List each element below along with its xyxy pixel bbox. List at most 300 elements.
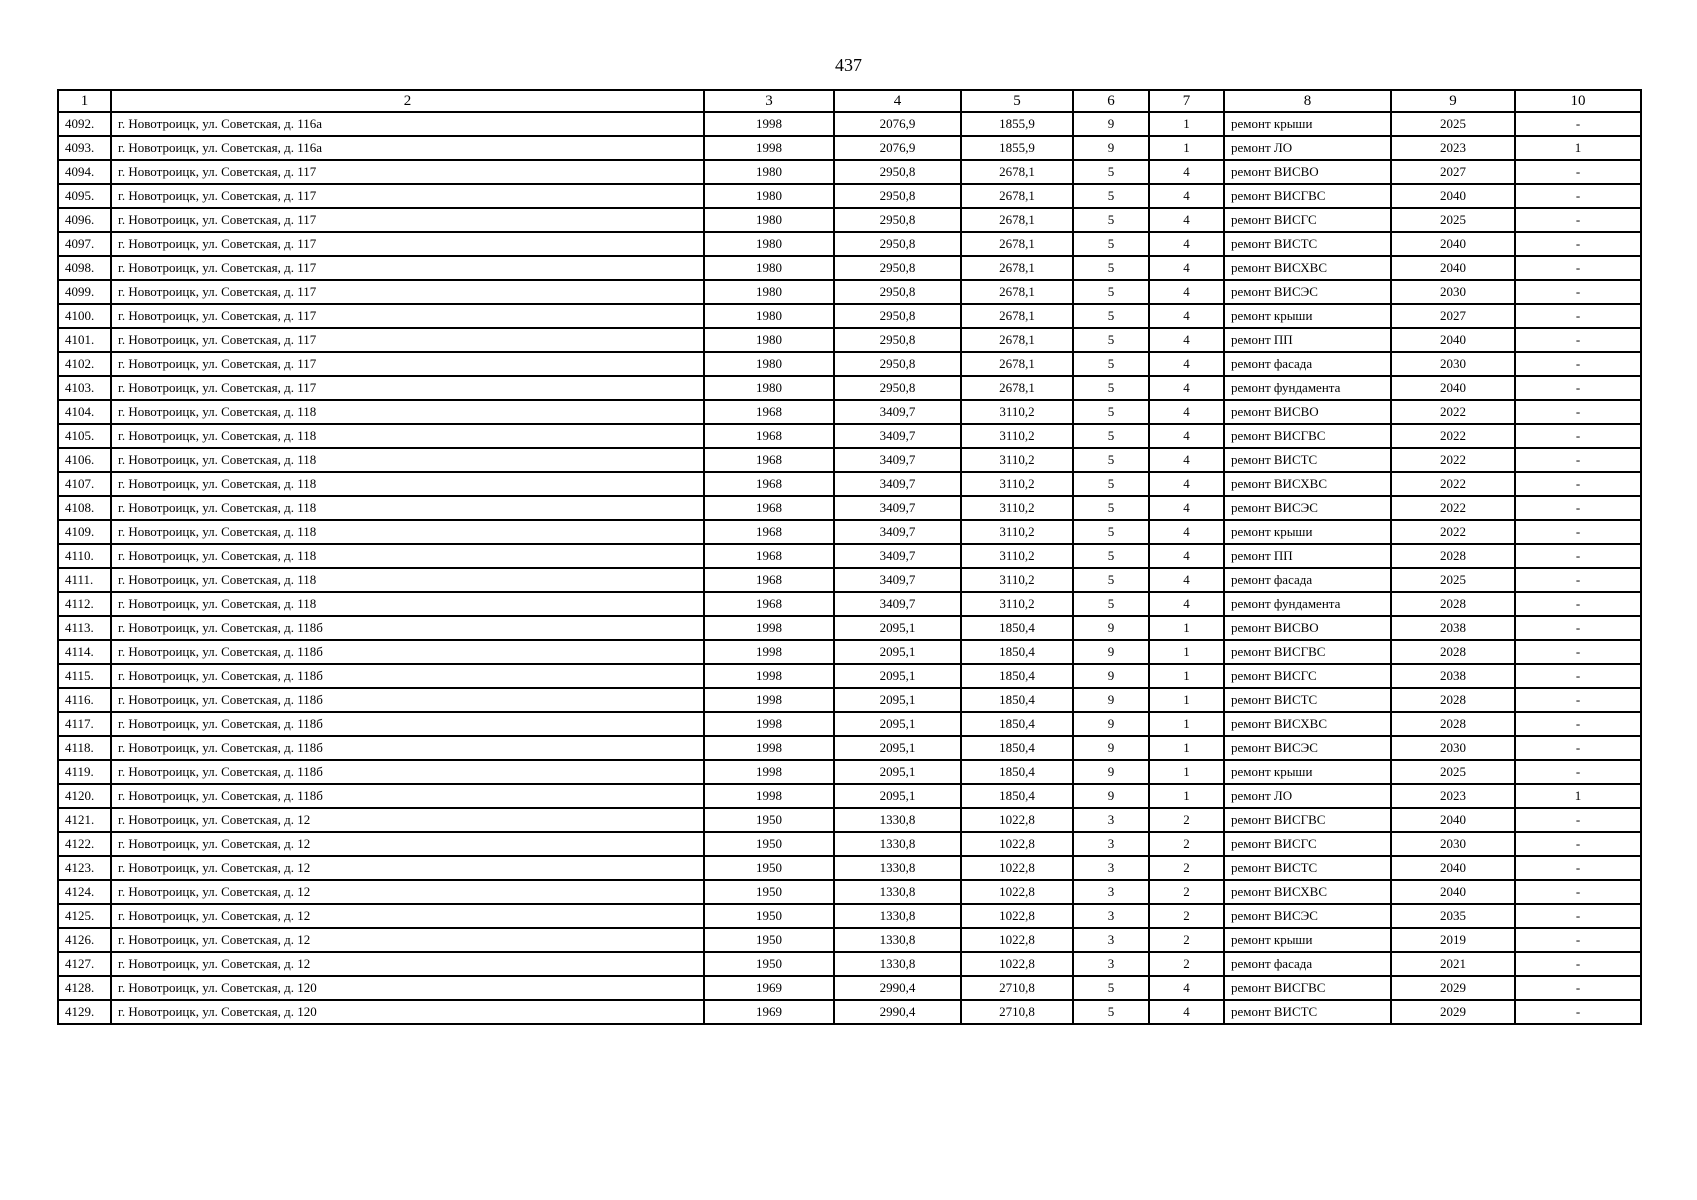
table-header-row [58,90,1641,112]
total-area-cell: 3409,7 [834,520,961,544]
entrances-cell: 4 [1149,400,1224,424]
table-row [58,928,1641,952]
year-cell: 1968 [704,568,834,592]
entrances-cell: 2 [1149,832,1224,856]
year-cell: 1968 [704,520,834,544]
column-header: 8 [1224,90,1391,112]
table-row [58,136,1641,160]
row-number-cell: 4094. [58,160,111,184]
table-row [58,712,1641,736]
work-type-cell: ремонт фасада [1224,352,1391,376]
living-area-cell: 3110,2 [961,496,1073,520]
entrances-cell: 1 [1149,712,1224,736]
address-cell: г. Новотроицк, ул. Советская, д. 118б [111,616,704,640]
work-type-cell: ремонт фасада [1224,952,1391,976]
living-area-cell: 2678,1 [961,160,1073,184]
living-area-cell: 1850,4 [961,712,1073,736]
living-area-cell: 1850,4 [961,664,1073,688]
row-number-cell: 4120. [58,784,111,808]
entrances-cell: 1 [1149,784,1224,808]
floors-cell: 3 [1073,904,1149,928]
planned-year-cell: 2023 [1391,784,1515,808]
address-cell: г. Новотроицк, ул. Советская, д. 117 [111,304,704,328]
quantity-cell: - [1515,328,1641,352]
row-number-cell: 4103. [58,376,111,400]
living-area-cell: 3110,2 [961,448,1073,472]
entrances-cell: 4 [1149,568,1224,592]
work-type-cell: ремонт крыши [1224,304,1391,328]
row-number-cell: 4093. [58,136,111,160]
total-area-cell: 3409,7 [834,472,961,496]
address-cell: г. Новотроицк, ул. Советская, д. 117 [111,256,704,280]
entrances-cell: 4 [1149,352,1224,376]
total-area-cell: 2950,8 [834,328,961,352]
row-number-cell: 4111. [58,568,111,592]
total-area-cell: 2095,1 [834,640,961,664]
year-cell: 1950 [704,808,834,832]
quantity-cell: 1 [1515,784,1641,808]
work-type-cell: ремонт ВИСГВС [1224,640,1391,664]
total-area-cell: 2950,8 [834,160,961,184]
work-type-cell: ремонт ВИСЭС [1224,496,1391,520]
living-area-cell: 1022,8 [961,904,1073,928]
total-area-cell: 3409,7 [834,448,961,472]
floors-cell: 9 [1073,712,1149,736]
entrances-cell: 1 [1149,616,1224,640]
work-type-cell: ремонт ВИСХВС [1224,712,1391,736]
total-area-cell: 3409,7 [834,568,961,592]
row-number-cell: 4114. [58,640,111,664]
entrances-cell: 1 [1149,664,1224,688]
floors-cell: 5 [1073,544,1149,568]
year-cell: 1950 [704,856,834,880]
table-row [58,904,1641,928]
living-area-cell: 1022,8 [961,928,1073,952]
quantity-cell: - [1515,448,1641,472]
year-cell: 1980 [704,280,834,304]
floors-cell: 5 [1073,184,1149,208]
quantity-cell: - [1515,880,1641,904]
work-type-cell: ремонт ЛО [1224,784,1391,808]
quantity-cell: - [1515,520,1641,544]
entrances-cell: 2 [1149,808,1224,832]
table-row [58,376,1641,400]
total-area-cell: 1330,8 [834,952,961,976]
row-number-cell: 4116. [58,688,111,712]
planned-year-cell: 2023 [1391,136,1515,160]
table-row [58,856,1641,880]
entrances-cell: 4 [1149,520,1224,544]
table-row [58,640,1641,664]
planned-year-cell: 2022 [1391,496,1515,520]
planned-year-cell: 2027 [1391,304,1515,328]
quantity-cell: - [1515,1000,1641,1024]
entrances-cell: 1 [1149,760,1224,784]
year-cell: 1980 [704,304,834,328]
entrances-cell: 2 [1149,928,1224,952]
row-number-cell: 4100. [58,304,111,328]
planned-year-cell: 2029 [1391,976,1515,1000]
year-cell: 1998 [704,760,834,784]
column-header: 10 [1515,90,1641,112]
row-number-cell: 4129. [58,1000,111,1024]
row-number-cell: 4123. [58,856,111,880]
work-type-cell: ремонт ВИСЭС [1224,280,1391,304]
address-cell: г. Новотроицк, ул. Советская, д. 116а [111,112,704,136]
table-row [58,736,1641,760]
address-cell: г. Новотроицк, ул. Советская, д. 117 [111,232,704,256]
address-cell: г. Новотроицк, ул. Советская, д. 118б [111,640,704,664]
living-area-cell: 3110,2 [961,400,1073,424]
work-type-cell: ремонт ВИСХВС [1224,880,1391,904]
work-type-cell: ремонт ВИСТС [1224,448,1391,472]
year-cell: 1998 [704,664,834,688]
living-area-cell: 2678,1 [961,184,1073,208]
quantity-cell: - [1515,664,1641,688]
address-cell: г. Новотроицк, ул. Советская, д. 118б [111,664,704,688]
table-row [58,160,1641,184]
total-area-cell: 2950,8 [834,376,961,400]
floors-cell: 9 [1073,760,1149,784]
row-number-cell: 4104. [58,400,111,424]
total-area-cell: 1330,8 [834,904,961,928]
work-type-cell: ремонт ЛО [1224,136,1391,160]
living-area-cell: 1850,4 [961,784,1073,808]
floors-cell: 9 [1073,736,1149,760]
quantity-cell: - [1515,712,1641,736]
column-header: 9 [1391,90,1515,112]
living-area-cell: 3110,2 [961,472,1073,496]
address-cell: г. Новотроицк, ул. Советская, д. 117 [111,184,704,208]
planned-year-cell: 2019 [1391,928,1515,952]
table-row [58,832,1641,856]
total-area-cell: 2076,9 [834,112,961,136]
row-number-cell: 4109. [58,520,111,544]
entrances-cell: 4 [1149,256,1224,280]
planned-year-cell: 2025 [1391,760,1515,784]
total-area-cell: 2950,8 [834,280,961,304]
quantity-cell: - [1515,592,1641,616]
register-table [57,89,1642,1025]
table-row [58,952,1641,976]
floors-cell: 5 [1073,448,1149,472]
table-row [58,568,1641,592]
planned-year-cell: 2025 [1391,112,1515,136]
quantity-cell: - [1515,256,1641,280]
row-number-cell: 4128. [58,976,111,1000]
year-cell: 1968 [704,592,834,616]
planned-year-cell: 2038 [1391,616,1515,640]
table-row [58,784,1641,808]
quantity-cell: - [1515,808,1641,832]
work-type-cell: ремонт крыши [1224,112,1391,136]
quantity-cell: - [1515,304,1641,328]
planned-year-cell: 2028 [1391,592,1515,616]
year-cell: 1968 [704,496,834,520]
living-area-cell: 3110,2 [961,568,1073,592]
address-cell: г. Новотроицк, ул. Советская, д. 118 [111,400,704,424]
living-area-cell: 1855,9 [961,136,1073,160]
quantity-cell: - [1515,832,1641,856]
address-cell: г. Новотроицк, ул. Советская, д. 12 [111,808,704,832]
floors-cell: 5 [1073,160,1149,184]
table-row [58,328,1641,352]
address-cell: г. Новотроицк, ул. Советская, д. 118б [111,712,704,736]
table-row [58,808,1641,832]
address-cell: г. Новотроицк, ул. Советская, д. 118 [111,448,704,472]
floors-cell: 3 [1073,928,1149,952]
living-area-cell: 1850,4 [961,616,1073,640]
living-area-cell: 1850,4 [961,688,1073,712]
total-area-cell: 2095,1 [834,712,961,736]
address-cell: г. Новотроицк, ул. Советская, д. 118 [111,472,704,496]
address-cell: г. Новотроицк, ул. Советская, д. 118 [111,568,704,592]
floors-cell: 5 [1073,1000,1149,1024]
address-cell: г. Новотроицк, ул. Советская, д. 117 [111,160,704,184]
address-cell: г. Новотроицк, ул. Советская, д. 117 [111,280,704,304]
planned-year-cell: 2027 [1391,160,1515,184]
work-type-cell: ремонт ВИСГС [1224,832,1391,856]
table-row [58,880,1641,904]
row-number-cell: 4102. [58,352,111,376]
entrances-cell: 4 [1149,280,1224,304]
address-cell: г. Новотроицк, ул. Советская, д. 118 [111,496,704,520]
planned-year-cell: 2030 [1391,736,1515,760]
planned-year-cell: 2022 [1391,424,1515,448]
table-row [58,304,1641,328]
living-area-cell: 2678,1 [961,376,1073,400]
entrances-cell: 4 [1149,184,1224,208]
entrances-cell: 1 [1149,112,1224,136]
floors-cell: 5 [1073,352,1149,376]
entrances-cell: 1 [1149,136,1224,160]
column-header: 7 [1149,90,1224,112]
planned-year-cell: 2022 [1391,472,1515,496]
address-cell: г. Новотроицк, ул. Советская, д. 117 [111,352,704,376]
quantity-cell: - [1515,688,1641,712]
column-header: 5 [961,90,1073,112]
entrances-cell: 4 [1149,232,1224,256]
total-area-cell: 2950,8 [834,232,961,256]
year-cell: 1998 [704,640,834,664]
address-cell: г. Новотроицк, ул. Советская, д. 118 [111,520,704,544]
living-area-cell: 1850,4 [961,640,1073,664]
entrances-cell: 4 [1149,160,1224,184]
address-cell: г. Новотроицк, ул. Советская, д. 118б [111,736,704,760]
floors-cell: 3 [1073,880,1149,904]
entrances-cell: 4 [1149,544,1224,568]
quantity-cell: - [1515,352,1641,376]
living-area-cell: 2710,8 [961,1000,1073,1024]
floors-cell: 5 [1073,592,1149,616]
planned-year-cell: 2028 [1391,640,1515,664]
living-area-cell: 1022,8 [961,808,1073,832]
table-row [58,280,1641,304]
table-row [58,472,1641,496]
entrances-cell: 2 [1149,904,1224,928]
total-area-cell: 2095,1 [834,784,961,808]
work-type-cell: ремонт ВИСГВС [1224,184,1391,208]
work-type-cell: ремонт ВИСХВС [1224,472,1391,496]
living-area-cell: 1850,4 [961,760,1073,784]
year-cell: 1980 [704,256,834,280]
work-type-cell: ремонт ВИСГВС [1224,976,1391,1000]
floors-cell: 5 [1073,976,1149,1000]
year-cell: 1968 [704,400,834,424]
table-row [58,400,1641,424]
floors-cell: 9 [1073,688,1149,712]
floors-cell: 9 [1073,136,1149,160]
table-row [58,256,1641,280]
address-cell: г. Новотроицк, ул. Советская, д. 12 [111,880,704,904]
entrances-cell: 4 [1149,496,1224,520]
planned-year-cell: 2035 [1391,904,1515,928]
row-number-cell: 4097. [58,232,111,256]
quantity-cell: - [1515,160,1641,184]
address-cell: г. Новотроицк, ул. Советская, д. 120 [111,976,704,1000]
work-type-cell: ремонт крыши [1224,520,1391,544]
row-number-cell: 4127. [58,952,111,976]
floors-cell: 9 [1073,664,1149,688]
year-cell: 1998 [704,784,834,808]
total-area-cell: 1330,8 [834,808,961,832]
page-number: 437 [835,55,862,75]
year-cell: 1969 [704,1000,834,1024]
table-row [58,544,1641,568]
table-row [58,1000,1641,1024]
year-cell: 1998 [704,112,834,136]
planned-year-cell: 2029 [1391,1000,1515,1024]
row-number-cell: 4117. [58,712,111,736]
row-number-cell: 4096. [58,208,111,232]
entrances-cell: 4 [1149,304,1224,328]
work-type-cell: ремонт фундамента [1224,592,1391,616]
living-area-cell: 3110,2 [961,544,1073,568]
address-cell: г. Новотроицк, ул. Советская, д. 118 [111,592,704,616]
living-area-cell: 2678,1 [961,256,1073,280]
table-row [58,352,1641,376]
table-row [58,520,1641,544]
total-area-cell: 2990,4 [834,1000,961,1024]
year-cell: 1969 [704,976,834,1000]
quantity-cell: - [1515,496,1641,520]
year-cell: 1998 [704,688,834,712]
address-cell: г. Новотроицк, ул. Советская, д. 117 [111,208,704,232]
quantity-cell: 1 [1515,136,1641,160]
planned-year-cell: 2040 [1391,880,1515,904]
work-type-cell: ремонт ВИСГС [1224,208,1391,232]
quantity-cell: - [1515,976,1641,1000]
work-type-cell: ремонт ВИСТС [1224,232,1391,256]
work-type-cell: ремонт ВИСВО [1224,400,1391,424]
address-cell: г. Новотроицк, ул. Советская, д. 120 [111,1000,704,1024]
table-row [58,760,1641,784]
row-number-cell: 4099. [58,280,111,304]
work-type-cell: ремонт крыши [1224,928,1391,952]
row-number-cell: 4119. [58,760,111,784]
planned-year-cell: 2030 [1391,352,1515,376]
row-number-cell: 4118. [58,736,111,760]
address-cell: г. Новотроицк, ул. Советская, д. 118 [111,424,704,448]
address-cell: г. Новотроицк, ул. Советская, д. 117 [111,376,704,400]
table-row [58,976,1641,1000]
row-number-cell: 4092. [58,112,111,136]
year-cell: 1980 [704,208,834,232]
work-type-cell: ремонт ВИСЭС [1224,736,1391,760]
entrances-cell: 1 [1149,688,1224,712]
planned-year-cell: 2022 [1391,448,1515,472]
work-type-cell: ремонт ВИСГС [1224,664,1391,688]
floors-cell: 5 [1073,256,1149,280]
entrances-cell: 4 [1149,208,1224,232]
row-number-cell: 4106. [58,448,111,472]
year-cell: 1998 [704,736,834,760]
year-cell: 1998 [704,616,834,640]
living-area-cell: 2678,1 [961,328,1073,352]
row-number-cell: 4121. [58,808,111,832]
year-cell: 1950 [704,832,834,856]
address-cell: г. Новотроицк, ул. Советская, д. 118 [111,544,704,568]
planned-year-cell: 2040 [1391,256,1515,280]
floors-cell: 5 [1073,472,1149,496]
total-area-cell: 2095,1 [834,664,961,688]
quantity-cell: - [1515,184,1641,208]
planned-year-cell: 2040 [1391,328,1515,352]
work-type-cell: ремонт крыши [1224,760,1391,784]
work-type-cell: ремонт ПП [1224,328,1391,352]
row-number-cell: 4095. [58,184,111,208]
table-row [58,232,1641,256]
living-area-cell: 2710,8 [961,976,1073,1000]
living-area-cell: 2678,1 [961,232,1073,256]
floors-cell: 5 [1073,400,1149,424]
row-number-cell: 4124. [58,880,111,904]
total-area-cell: 2076,9 [834,136,961,160]
floors-cell: 9 [1073,784,1149,808]
total-area-cell: 3409,7 [834,496,961,520]
quantity-cell: - [1515,904,1641,928]
living-area-cell: 1855,9 [961,112,1073,136]
quantity-cell: - [1515,640,1641,664]
living-area-cell: 1022,8 [961,832,1073,856]
entrances-cell: 4 [1149,976,1224,1000]
quantity-cell: - [1515,376,1641,400]
living-area-cell: 1022,8 [961,856,1073,880]
address-cell: г. Новотроицк, ул. Советская, д. 118б [111,688,704,712]
row-number-cell: 4115. [58,664,111,688]
year-cell: 1968 [704,448,834,472]
living-area-cell: 1022,8 [961,880,1073,904]
total-area-cell: 2095,1 [834,688,961,712]
living-area-cell: 3110,2 [961,592,1073,616]
table-body [58,112,1641,1024]
planned-year-cell: 2040 [1391,184,1515,208]
total-area-cell: 2950,8 [834,352,961,376]
floors-cell: 5 [1073,496,1149,520]
entrances-cell: 1 [1149,640,1224,664]
year-cell: 1950 [704,880,834,904]
quantity-cell: - [1515,232,1641,256]
table-row [58,616,1641,640]
row-number-cell: 4108. [58,496,111,520]
total-area-cell: 2095,1 [834,616,961,640]
year-cell: 1968 [704,544,834,568]
total-area-cell: 2095,1 [834,736,961,760]
entrances-cell: 4 [1149,448,1224,472]
year-cell: 1998 [704,136,834,160]
table-row [58,592,1641,616]
total-area-cell: 2950,8 [834,256,961,280]
